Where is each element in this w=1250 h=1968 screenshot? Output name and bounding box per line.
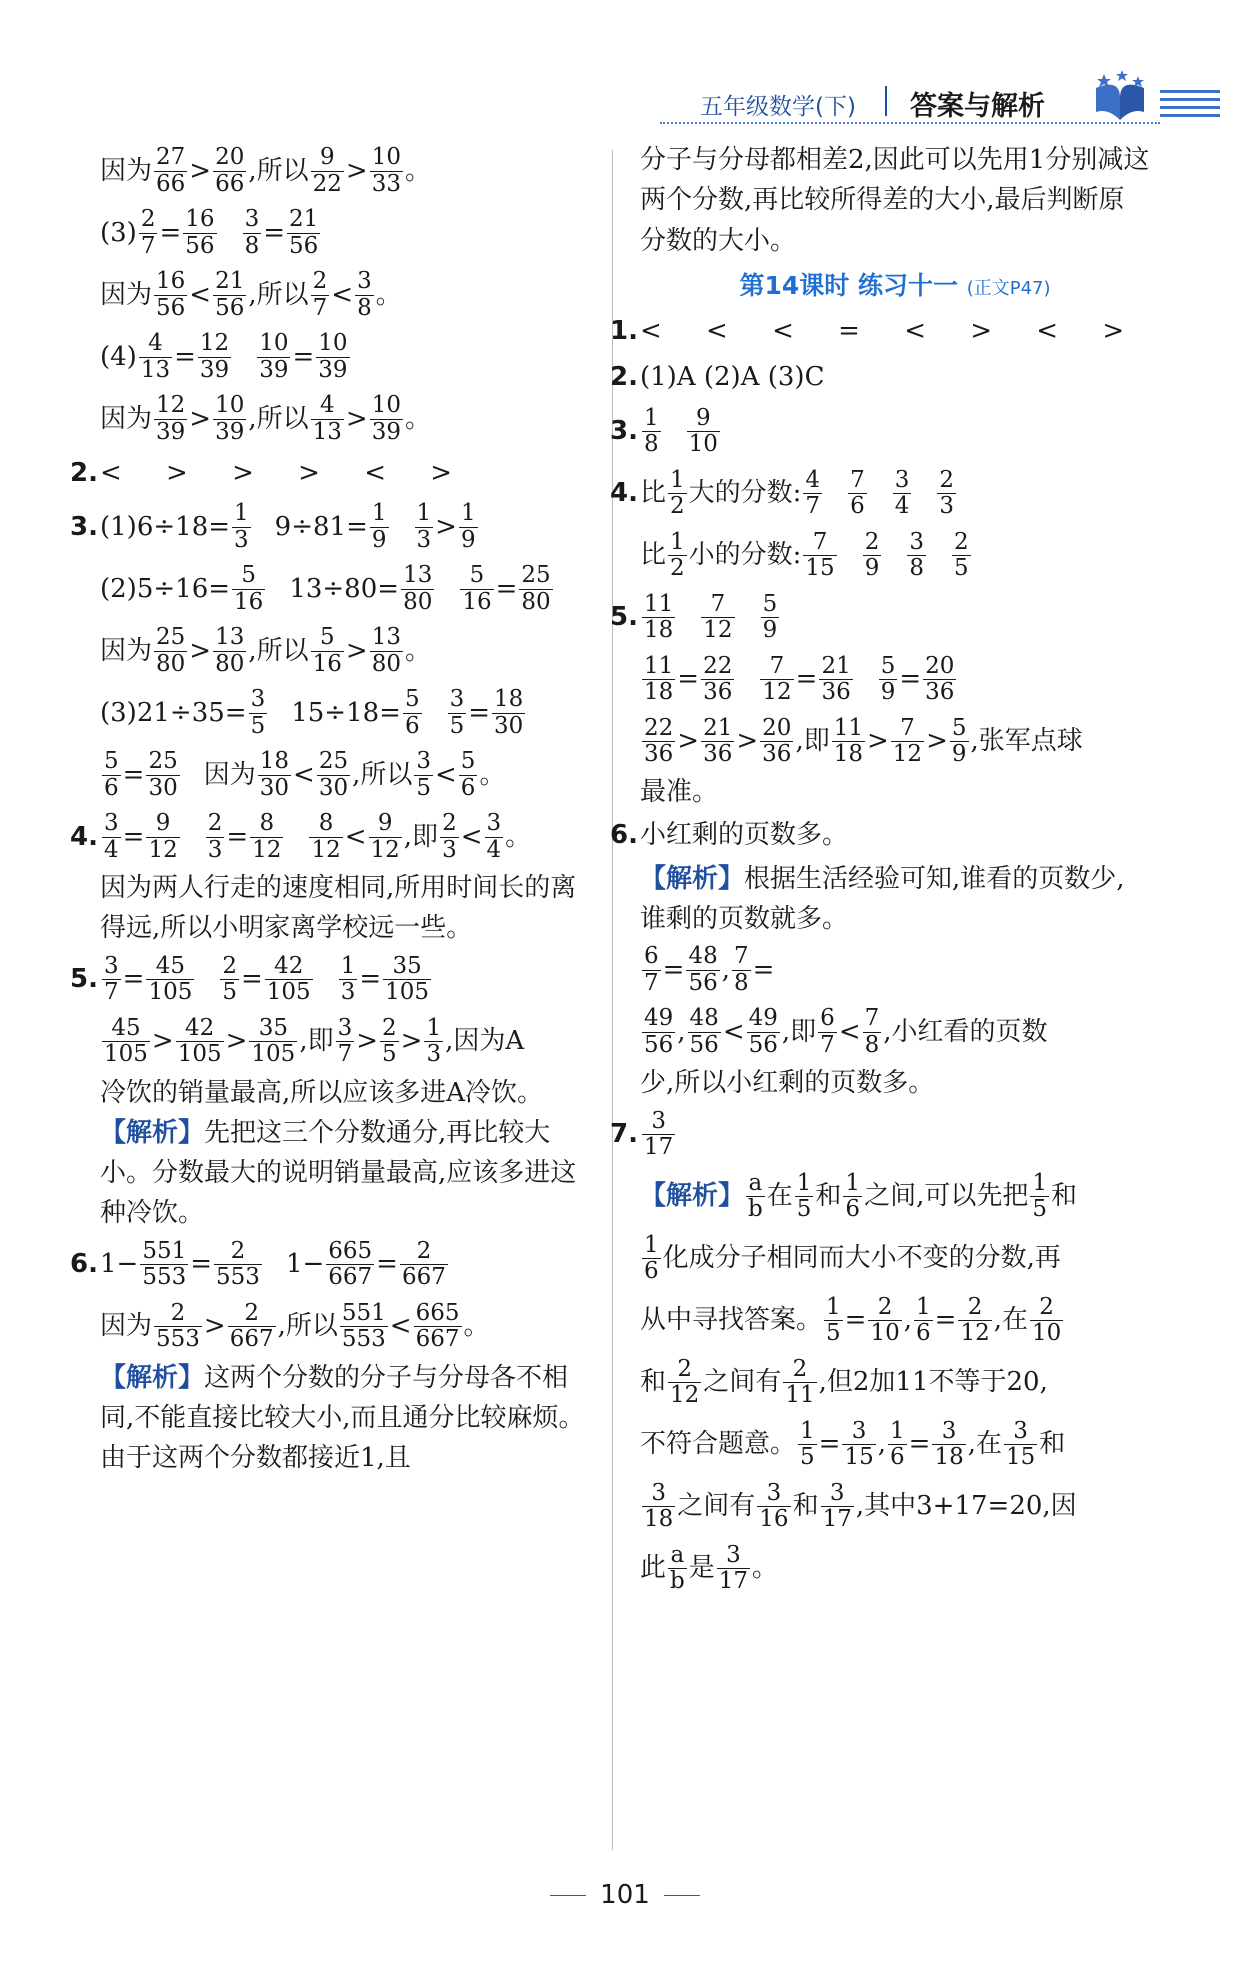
answer-line: $\frac{22}{36}$ > $\frac{21}{36}$ > $\frac{20}{36}$ ,即 $\frac{11}{18}$ > $\frac{7}{12}$ > $\frac{5}{9}$ ,张军点球 — [644, 714, 1083, 767]
answer-line: $\frac{11}{18}$ = $\frac{22}{36}$ $\frac{7}{12}$ = $\frac{21}{36}$ $\frac{5}{9}$ = $\frac{20}{36}$ — [644, 652, 955, 705]
answer-line: 比 $\frac{1}{2}$ 小的分数: $\frac{7}{15}$ $\frac{2}{9}$ $\frac{3}{8}$ $\frac{2}{5}$ — [640, 528, 969, 581]
answer-line: 2. (1)A (2)A (3)C — [640, 354, 1150, 400]
answer-line: 6. 1− $\frac{551}{553}$ = $\frac{2}{553}$ 1− $\frac{665}{667}$ = $\frac{2}{667}$ — [70, 1237, 446, 1291]
answer-line: 4. 比 $\frac{1}{2}$ 大的分数: $\frac{4}{7}$ $\frac{7}{6}$ $\frac{3}{4}$ $\frac{2}{3}$ — [610, 466, 954, 519]
answer-line: 因为 $\frac{16}{56}$ < $\frac{21}{56}$ ,所以 $\frac{2}{7}$ < $\frac{3}{8}$ 。 — [100, 268, 402, 321]
lesson-heading: 第14课时 练习十一 (正文P47) — [739, 270, 1051, 300]
column-divider — [612, 150, 613, 1850]
answer-line: $\frac{45}{105}$ > $\frac{42}{105}$ > $\frac{35}{105}$ ,即 $\frac{3}{7}$ > $\frac{2}{5}$ > $\frac{1}{3}$ ,因为A — [104, 1014, 525, 1068]
answer-line: $\frac{5}{6}$ = $\frac{25}{30}$ 因为 $\frac{18}{30}$ < $\frac{25}{30}$ ,所以 $\frac{3}{5}$ < $\frac{5}{6}$ 。 — [104, 748, 506, 801]
answer-line: 2. < > > > < > — [100, 450, 600, 496]
explanation-paragraph: 【解析】这两个分数的分子与分母各不相同,不能直接比较大小,而且通分比较麻烦。由于这两个分数都接近1,且 — [100, 1362, 585, 1474]
explanation-tag: 【解析】 — [640, 1181, 745, 1212]
answer-line: (2)5÷16= $\frac{5}{16}$ 13÷80= $\frac{13}{80}$ $\frac{5}{16}$ = $\frac{25}{80}$ — [100, 562, 551, 615]
question-number: 3. — [70, 511, 98, 542]
answer-line: 7. $\frac{3}{17}$ — [610, 1107, 674, 1161]
answer-line: 因为 $\frac{2}{553}$ > $\frac{2}{667}$ ,所以 $\frac{551}{553}$ < $\frac{665}{667}$ 。 — [100, 1299, 490, 1353]
answer-paragraph: 少,所以小红剩的页数多。 — [640, 1068, 935, 1099]
explanation-paragraph: 【解析】先把这三个分数通分,再比较大小。分数最大的说明销量最高,应该多进这种冷饮。 — [100, 1117, 577, 1229]
answer-line: 因为 $\frac{27}{66}$ > $\frac{20}{66}$ ,所以 $\frac{9}{22}$ > $\frac{10}{33}$ 。 — [100, 144, 432, 197]
question-number: 5. — [610, 601, 638, 632]
answer-paragraph: 分子与分母都相差2,因此可以先用1分别减这两个分数,再比较所得差的大小,最后判断原分数的大小。 — [640, 145, 1150, 256]
header-title: 答案与解析 — [910, 91, 1045, 122]
question-number: 5. — [70, 964, 98, 995]
answer-line: 1. < < < = < > < > — [640, 308, 1150, 354]
explanation-line: 从中寻找答案。 $\frac{1}{5}$ = $\frac{2}{10}$ , $\frac{1}{6}$ = $\frac{2}{12}$ ,在 $\frac{2}{10}$ — [640, 1293, 1062, 1347]
answer-line: 3. (1)6÷18= $\frac{1}{3}$ 9÷81= $\frac{1}{9}$ $\frac{1}{3}$ > $\frac{1}{9}$ — [70, 500, 476, 553]
explanation-tag: 【解析】 — [640, 863, 745, 894]
answer-line: 4. $\frac{3}{4}$ = $\frac{9}{12}$ $\frac{2}{3}$ = $\frac{8}{12}$ $\frac{8}{12}$ < $\frac{9}{12}$ ,即 $\frac{2}{3}$ < $\frac{3}{4}$ 。 — [70, 810, 532, 863]
answer-line: 6. 小红剩的页数多。 — [640, 813, 1150, 859]
header-decor-lines — [1160, 90, 1220, 122]
explanation-paragraph: 【解析】根据生活经验可知,谁看的页数少,谁剩的页数就多。 — [640, 863, 1125, 934]
question-number: 4. — [610, 477, 638, 508]
right-column — [610, 140, 1150, 1600]
answer-line: 5. $\frac{3}{7}$ = $\frac{45}{105}$ $\frac{2}{5}$ = $\frac{42}{105}$ $\frac{1}{3}$ = $\frac{35}{105}$ — [70, 952, 430, 1006]
explanation-line: 和 $\frac{2}{12}$ 之间有 $\frac{2}{11}$ ,但2加11不等于20, — [640, 1355, 1048, 1409]
question-number: 2. — [610, 361, 638, 392]
explanation-line: 【解析】 $\frac{a}{b}$ 在 $\frac{1}{5}$ 和 $\frac{1}{6}$ 之间,可以先把 $\frac{1}{5}$ 和 — [640, 1169, 1077, 1223]
question-number: 7. — [610, 1119, 638, 1150]
question-number: 6. — [610, 820, 638, 851]
page-header — [640, 60, 1230, 130]
header-subject: 五年级数学(下) — [700, 94, 856, 120]
header-separator — [885, 86, 887, 116]
answer-line: $\frac{6}{7}$ = $\frac{48}{56}$ , $\frac{7}{8}$ = — [644, 943, 775, 996]
question-number: 3. — [610, 415, 638, 446]
question-number: 2. — [70, 457, 98, 488]
explanation-tag: 【解析】 — [100, 1117, 205, 1148]
answer-line: $\frac{49}{56}$ , $\frac{48}{56}$ < $\frac{49}{56}$ ,即 $\frac{6}{7}$ < $\frac{7}{8}$ ,小红看的页数 — [644, 1005, 1048, 1058]
answer-paragraph: 最准。 — [640, 777, 719, 808]
explanation-line: 不符合题意。 $\frac{1}{5}$ = $\frac{3}{15}$ , $\frac{1}{6}$ = $\frac{3}{18}$ ,在 $\frac{3}{15}$ 和 — [640, 1417, 1066, 1471]
page-number: 101 — [0, 1880, 1250, 1910]
answer-line: (3) $\frac{2}{7}$ = $\frac{16}{56}$ $\frac{3}{8}$ = $\frac{21}{56}$ — [100, 206, 319, 259]
answer-paragraph: 冷饮的销量最高,所以应该多进A冷饮。 — [100, 1077, 544, 1108]
answer-line: (3)21÷35= $\frac{3}{5}$ 15÷18= $\frac{5}{6}$ $\frac{3}{5}$ = $\frac{18}{30}$ — [100, 686, 524, 739]
explanation-line: $\frac{1}{6}$ 化成分子相同而大小不变的分数,再 — [644, 1231, 1061, 1285]
question-number: 1. — [610, 315, 638, 346]
explanation-tag: 【解析】 — [100, 1362, 205, 1393]
answer-line: 3. $\frac{1}{8}$ $\frac{9}{10}$ — [610, 404, 718, 457]
answer-line: 因为 $\frac{25}{80}$ > $\frac{13}{80}$ ,所以 $\frac{5}{16}$ > $\frac{13}{80}$ 。 — [100, 624, 432, 677]
explanation-line: 此 $\frac{a}{b}$ 是 $\frac{3}{17}$ 。 — [640, 1541, 779, 1595]
left-column — [70, 140, 600, 1479]
question-number: 4. — [70, 821, 98, 852]
question-number: 6. — [70, 1249, 98, 1280]
book-logo-icon — [1090, 68, 1150, 124]
answer-line: 5. $\frac{11}{18}$ $\frac{7}{12}$ $\frac{5}{9}$ — [610, 590, 778, 643]
answer-line: (4) $\frac{4}{13}$ = $\frac{12}{39}$ $\frac{10}{39}$ = $\frac{10}{39}$ — [100, 330, 348, 383]
explanation-line: $\frac{3}{18}$ 之间有 $\frac{3}{16}$ 和 $\frac{3}{17}$ ,其中3+17=20,因 — [644, 1479, 1077, 1533]
answer-line: 因为 $\frac{12}{39}$ > $\frac{10}{39}$ ,所以 $\frac{4}{13}$ > $\frac{10}{39}$ 。 — [100, 392, 432, 445]
answer-paragraph: 因为两人行走的速度相同,所用时间长的离得远,所以小明家离学校远一些。 — [100, 873, 577, 944]
